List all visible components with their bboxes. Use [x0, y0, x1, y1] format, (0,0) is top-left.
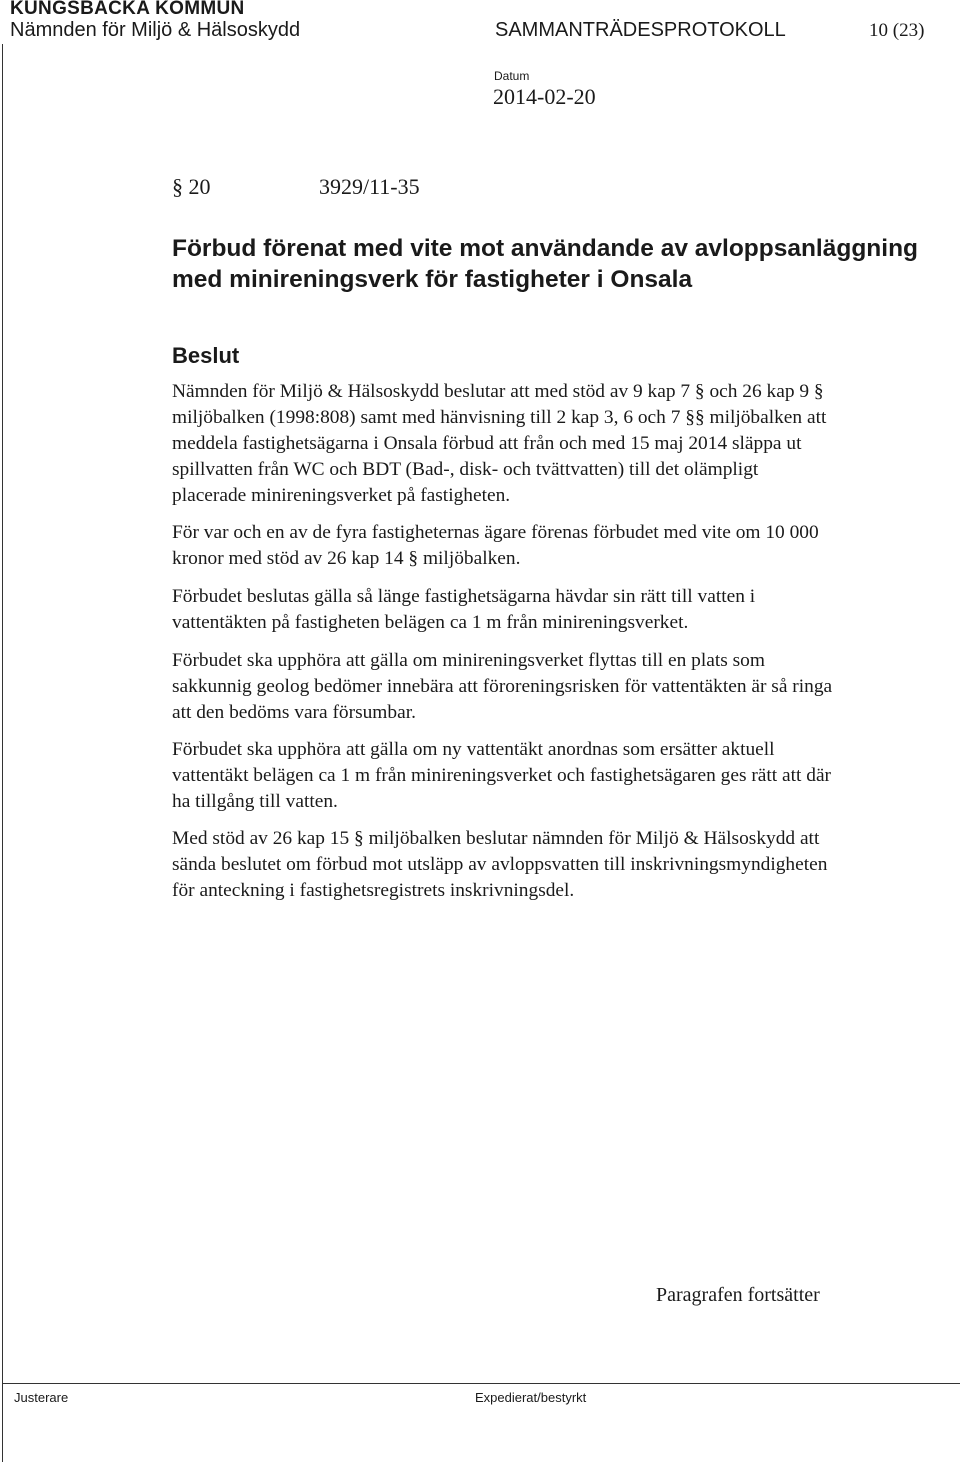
- decision-heading: Beslut: [172, 343, 240, 368]
- text-line: För var och en av de fyra fastigheternas ägare förenas förbudet med vite om 10 000: [172, 522, 819, 543]
- text-line: Nämnden för Miljö & Hälsoskydd beslutar att med stöd av 9 kap 7 § och 26 kap 9 §: [172, 381, 824, 402]
- date-label: Datum: [494, 69, 530, 83]
- organization-name: KUNGSBACKA KOMMUN: [10, 0, 245, 19]
- text-line: vattentäkten på fastigheten belägen ca 1 m från minireningsverket.: [172, 612, 689, 633]
- text-line: kronor med stöd av 26 kap 14 § miljöbalken.: [172, 548, 521, 569]
- decision-paragraph: [172, 826, 942, 904]
- decision-paragraph: [172, 520, 942, 572]
- decision-paragraph: [172, 737, 942, 815]
- text-line: ha tillgång till vatten.: [172, 791, 338, 812]
- page-number: 10 (23): [869, 20, 925, 41]
- committee-name: Nämnden för Miljö & Hälsoskydd: [10, 19, 301, 41]
- text-line: Förbudet ska upphöra att gälla om ny vattentäkt anordnas som ersätter aktuell: [172, 739, 775, 760]
- decision-paragraph: [172, 584, 942, 636]
- left-margin-rule: [2, 44, 3, 1462]
- text-line: Med stöd av 26 kap 15 § miljöbalken beslutar nämnden för Miljö & Hälsoskydd att: [172, 828, 820, 849]
- text-line: miljöbalken (1998:808) samt med hänvisning till 2 kap 3, 6 och 7 §§ miljöbalken att: [172, 407, 827, 428]
- page-title: Förbud förenat med vite mot användande av avloppsanläggning med minireningsverk för fastigheter i Onsala: [172, 235, 918, 293]
- text-line: Förbudet ska upphöra att gälla om minireningsverket flyttas till en plats som: [172, 650, 765, 671]
- paragraph-reference: [172, 174, 420, 200]
- date-value: 2014-02-20: [493, 84, 596, 109]
- text-line: Förbudet beslutas gälla så länge fastighetsägarna hävdar sin rätt till vatten i: [172, 586, 756, 607]
- decision-paragraph: [172, 648, 942, 726]
- continues-note: Paragrafen fortsätter: [656, 1284, 820, 1306]
- text-line: meddela fastighetsägarna i Onsala förbud att från och med 15 maj 2014 släppa ut: [172, 433, 802, 454]
- text-line: sända beslutet om förbud mot utsläpp av avloppsvatten till inskrivningsmyndigheten: [172, 854, 828, 875]
- text-line: spillvatten från WC och BDT (Bad-, disk- och tvättvatten) till det olämpligt: [172, 459, 759, 480]
- justerare-label: Justerare: [14, 1390, 69, 1405]
- footer-divider: [2, 1383, 960, 1384]
- expedierat-label: Expedierat/bestyrkt: [475, 1390, 587, 1405]
- text-line: placerade minireningsverket på fastigheten.: [172, 485, 511, 506]
- text-line: att den bedöms vara försumbar.: [172, 702, 416, 723]
- decision-paragraph: [172, 379, 942, 509]
- document-type: SAMMANTRÄDESPROTOKOLL: [495, 19, 786, 41]
- text-line: vattentäkt belägen ca 1 m från minireningsverket och fastighetsägaren ges rätt att där: [172, 765, 832, 786]
- case-number: 3929/11-35: [319, 174, 420, 199]
- text-line: för anteckning i fastighetsregistrets inskrivningsdel.: [172, 880, 575, 901]
- paragraph-number: § 20: [172, 174, 211, 199]
- text-line: sakkunnig geolog bedömer innebära att föroreningsrisken för vattentäkten är så ringa: [172, 676, 833, 697]
